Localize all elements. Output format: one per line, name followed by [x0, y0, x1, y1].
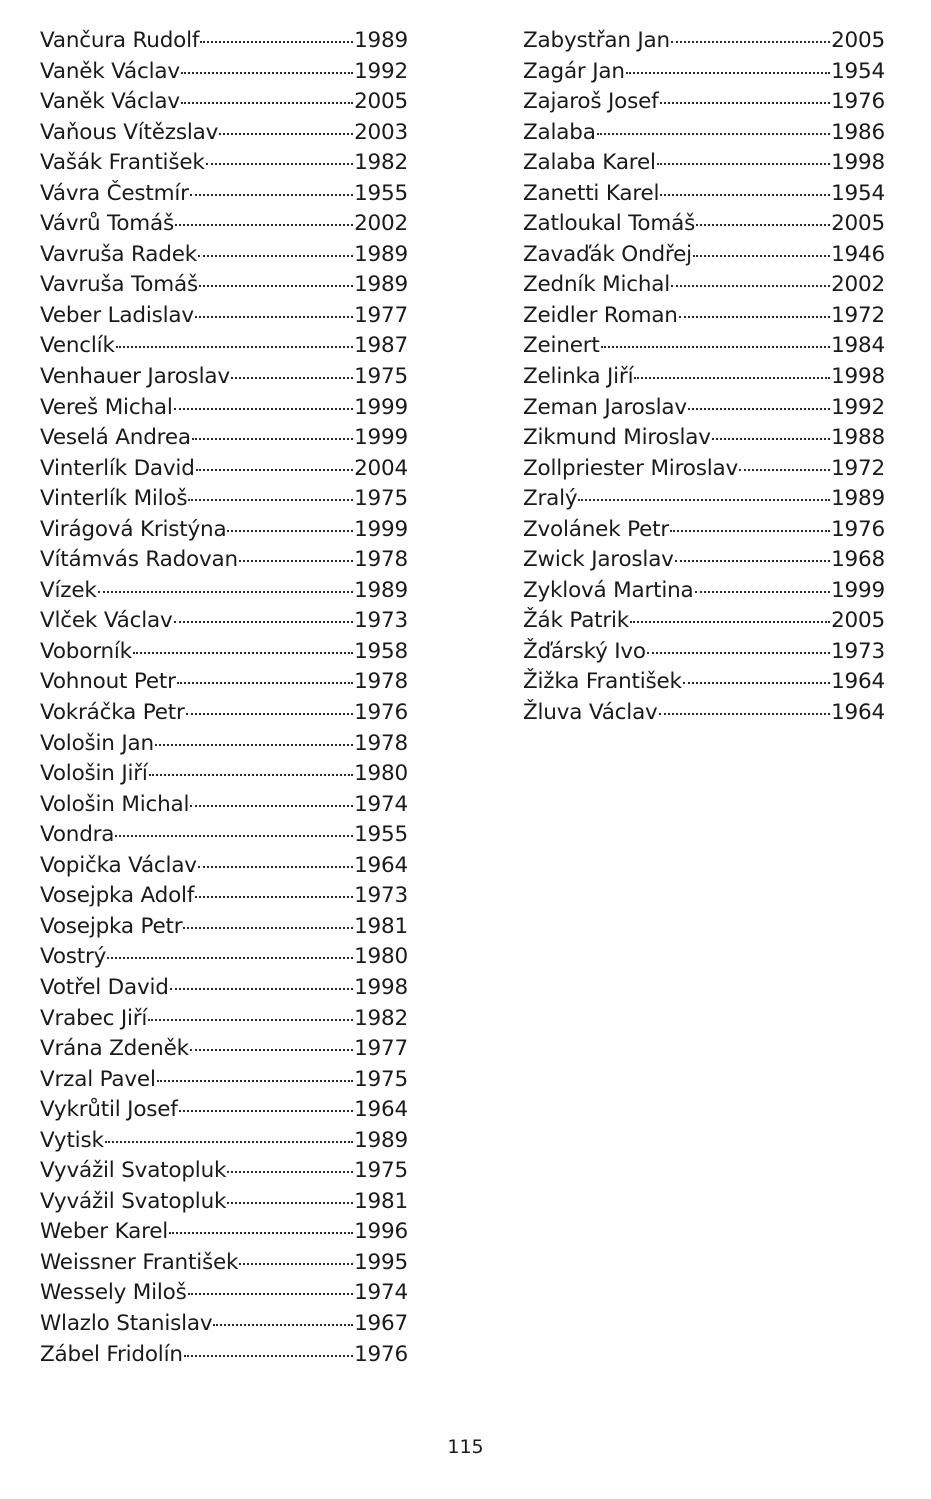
index-entry	[40, 240, 408, 271]
index-entry	[40, 423, 408, 454]
index-entry	[523, 209, 885, 240]
entry-name: Vrána Zdeněk	[40, 1036, 189, 1062]
entry-year: 1981	[354, 1188, 408, 1214]
dot-leader	[227, 530, 353, 532]
entry-name: Vaněk Václav	[40, 89, 180, 115]
index-entry	[40, 1065, 408, 1096]
dot-leader	[688, 408, 830, 410]
index-entry	[40, 1309, 408, 1340]
index-entry	[40, 729, 408, 760]
index-entry	[523, 362, 885, 393]
index-entry	[523, 57, 885, 88]
dot-leader	[647, 652, 830, 654]
dot-leader	[105, 1141, 353, 1143]
entry-year: 1984	[831, 333, 885, 359]
dot-leader	[670, 530, 830, 532]
entry-name: Vrabec Jiří	[40, 1005, 148, 1031]
dot-leader	[679, 316, 830, 318]
entry-name: Zalaba	[523, 119, 596, 145]
entry-name: Vološin Jan	[40, 730, 154, 756]
dot-leader	[630, 621, 830, 623]
entry-year: 1973	[354, 883, 408, 909]
entry-year: 1999	[354, 516, 408, 542]
entry-year: 1946	[831, 241, 885, 267]
entry-year: 1964	[831, 669, 885, 695]
dot-leader	[231, 377, 353, 379]
entry-year: 1976	[831, 516, 885, 542]
dot-leader	[198, 255, 353, 257]
dot-leader	[195, 896, 353, 898]
index-entry	[40, 1095, 408, 1126]
index-entry	[523, 637, 885, 668]
dot-leader	[239, 560, 353, 562]
entry-year: 1964	[354, 1097, 408, 1123]
entry-name: Zvolánek Petr	[523, 516, 669, 542]
entry-name: Zeinert	[523, 333, 600, 359]
index-entry	[40, 1004, 408, 1035]
entry-year: 1981	[354, 913, 408, 939]
entry-name: Zabystřan Jan	[523, 28, 670, 53]
dot-leader	[107, 957, 353, 959]
entry-year: 1973	[354, 608, 408, 634]
entry-year: 1972	[831, 455, 885, 481]
dot-leader	[174, 408, 353, 410]
entry-year: 1982	[354, 1005, 408, 1031]
entry-name: Vosejpka Petr	[40, 913, 183, 939]
dot-leader	[198, 866, 353, 868]
entry-name: Vaňous Vítězslav	[40, 119, 219, 145]
entry-year: 1954	[831, 58, 885, 84]
index-entry	[40, 1278, 408, 1309]
entry-year: 1977	[354, 1036, 408, 1062]
entry-name: Zeidler Roman	[523, 302, 678, 328]
index-entry	[523, 698, 885, 729]
entry-name: Wlazlo Stanislav	[40, 1310, 213, 1336]
entry-name: Votřel David	[40, 974, 169, 1000]
dot-leader	[739, 469, 830, 471]
dot-leader	[188, 499, 353, 501]
index-entry	[523, 423, 885, 454]
entry-name: Zollpriester Miroslav	[523, 455, 738, 481]
index-entry	[40, 973, 408, 1004]
dot-leader	[199, 285, 353, 287]
index-entry	[40, 698, 408, 729]
dot-leader	[200, 41, 353, 43]
entry-year: 1978	[354, 547, 408, 573]
entry-name: Veselá Andrea	[40, 425, 191, 451]
entry-name: Zavaďák Ondřej	[523, 241, 692, 267]
entry-name: Vološin Jiří	[40, 761, 148, 787]
entry-year: 1999	[831, 577, 885, 603]
dot-leader	[219, 133, 353, 135]
dot-leader	[115, 835, 353, 837]
entry-name: Zábel Fridolín	[40, 1341, 183, 1367]
entry-year: 1989	[354, 241, 408, 267]
entry-name: Vohnout Petr	[40, 669, 176, 695]
dot-leader	[179, 1110, 353, 1112]
page-number: 115	[447, 1436, 484, 1458]
entry-name: Vereš Michal	[40, 394, 173, 420]
entry-year: 1992	[354, 58, 408, 84]
entry-year: 1955	[354, 180, 408, 206]
index-entry	[40, 881, 408, 912]
entry-year: 1998	[831, 364, 885, 390]
entry-name: Vostrý	[40, 944, 107, 970]
dot-leader	[116, 346, 353, 348]
entry-name: Vyvážil Svatopluk	[40, 1188, 227, 1214]
dot-leader	[190, 805, 353, 807]
dot-leader	[133, 652, 353, 654]
entry-year: 1974	[354, 791, 408, 817]
index-entry	[523, 331, 885, 362]
entry-year: 1968	[831, 547, 885, 573]
entry-year: 1999	[354, 425, 408, 451]
entry-year: 1974	[354, 1280, 408, 1306]
index-entry	[523, 515, 885, 546]
index-entry	[523, 667, 885, 698]
dot-leader	[181, 72, 353, 74]
index-entry	[523, 606, 885, 637]
index-entry	[40, 912, 408, 943]
index-entry	[40, 515, 408, 546]
dot-leader	[155, 744, 353, 746]
dot-leader	[657, 163, 830, 165]
entry-year: 1989	[354, 577, 408, 603]
entry-year: 1975	[354, 1066, 408, 1092]
index-entry	[40, 1034, 408, 1065]
index-entry	[40, 148, 408, 179]
left-column	[40, 26, 408, 1370]
index-entry	[523, 454, 885, 485]
index-entry	[40, 393, 408, 424]
entry-year: 1977	[354, 302, 408, 328]
entry-year: 1955	[354, 822, 408, 848]
dot-leader	[196, 469, 353, 471]
dot-leader	[183, 927, 353, 929]
index-entry	[40, 1248, 408, 1279]
dot-leader	[192, 438, 353, 440]
index-entry	[40, 545, 408, 576]
entry-name: Zanetti Karel	[523, 180, 660, 206]
dot-leader	[149, 774, 353, 776]
entry-name: Vavruša Tomáš	[40, 272, 198, 298]
entry-name: Zeman Jaroslav	[523, 394, 687, 420]
index-entry	[40, 179, 408, 210]
entry-name: Vyvážil Svatopluk	[40, 1158, 227, 1184]
entry-year: 2005	[354, 89, 408, 115]
entry-year: 2003	[354, 119, 408, 145]
dot-leader	[626, 72, 830, 74]
dot-leader	[671, 285, 830, 287]
index-entry	[40, 942, 408, 973]
index-entry	[40, 1187, 408, 1218]
index-entry	[40, 270, 408, 301]
index-entry	[523, 545, 885, 576]
index-entry	[40, 209, 408, 240]
entry-name: Zatloukal Tomáš	[523, 211, 696, 237]
dot-leader	[170, 988, 353, 990]
dot-leader	[578, 499, 830, 501]
entry-year: 1958	[354, 638, 408, 664]
dot-leader	[184, 1355, 353, 1357]
entry-name: Vízek	[40, 577, 97, 603]
dot-leader	[190, 194, 353, 196]
entry-name: Zelinka Jiří	[523, 364, 634, 390]
entry-name: Žižka František	[523, 669, 682, 695]
dot-leader	[601, 346, 830, 348]
index-entry	[40, 790, 408, 821]
entry-year: 1980	[354, 761, 408, 787]
entry-year: 1989	[354, 1127, 408, 1153]
entry-year: 2002	[354, 211, 408, 237]
entry-name: Vrzal Pavel	[40, 1066, 156, 1092]
entry-year: 1986	[831, 119, 885, 145]
dot-leader	[177, 682, 353, 684]
entry-year: 2005	[831, 608, 885, 634]
entry-name: Vavruša Radek	[40, 241, 197, 267]
entry-name: Vokráčka Petr	[40, 700, 185, 726]
entry-name: Žák Patrik	[523, 608, 630, 634]
entry-year: 1989	[831, 486, 885, 512]
dot-leader	[239, 1263, 353, 1265]
entry-year: 1976	[354, 1341, 408, 1367]
index-entry	[523, 270, 885, 301]
entry-year: 1998	[354, 974, 408, 1000]
dot-leader	[181, 102, 353, 104]
entry-name: Zyklová Martina	[523, 577, 694, 603]
entry-name: Vančura Rudolf	[40, 28, 200, 53]
dot-leader	[169, 1232, 353, 1234]
dot-leader	[696, 224, 830, 226]
index-entry	[40, 637, 408, 668]
dot-leader	[148, 1019, 353, 1021]
dot-leader	[206, 163, 353, 165]
entry-year: 1954	[831, 180, 885, 206]
dot-leader	[597, 133, 830, 135]
entry-year: 1964	[831, 700, 885, 726]
entry-name: Veber Ladislav	[40, 302, 194, 328]
entry-name: Venclík	[40, 333, 115, 359]
entry-name: Voborník	[40, 638, 132, 664]
dot-leader	[174, 621, 354, 623]
entry-year: 2005	[831, 28, 885, 53]
index-entry	[40, 331, 408, 362]
index-entry	[523, 576, 885, 607]
entry-name: Vosejpka Adolf	[40, 883, 195, 909]
entry-year: 1978	[354, 669, 408, 695]
index-entry	[40, 57, 408, 88]
entry-year: 2004	[354, 455, 408, 481]
dot-leader	[186, 713, 353, 715]
entry-year: 1989	[354, 272, 408, 298]
dot-leader	[659, 713, 831, 715]
entry-name: Weber Karel	[40, 1219, 169, 1245]
index-entry	[40, 26, 408, 57]
index-entry	[523, 87, 885, 118]
dot-leader	[712, 438, 830, 440]
index-entry	[40, 606, 408, 637]
entry-name: Vološin Michal	[40, 791, 190, 817]
entry-name: Zalaba Karel	[523, 150, 656, 176]
entry-name: Vondra	[40, 822, 115, 848]
dot-leader	[660, 102, 831, 104]
entry-year: 1976	[354, 700, 408, 726]
dot-leader	[98, 591, 353, 593]
entry-year: 1975	[354, 486, 408, 512]
entry-year: 1989	[354, 28, 408, 53]
dot-leader	[175, 224, 353, 226]
entry-name: Vávra Čestmír	[40, 180, 189, 206]
entry-name: Vinterlík David	[40, 455, 195, 481]
index-entry	[40, 484, 408, 515]
right-column	[523, 26, 885, 729]
entry-name: Vytisk	[40, 1127, 104, 1153]
entry-name: Venhauer Jaroslav	[40, 364, 230, 390]
entry-name: Wessely Miloš	[40, 1280, 187, 1306]
entry-name: Vítámvás Radovan	[40, 547, 238, 573]
entry-name: Žluva Václav	[523, 700, 658, 726]
entry-year: 1998	[831, 150, 885, 176]
entry-name: Žďárský Ivo	[523, 638, 646, 664]
dot-leader	[683, 682, 830, 684]
dot-leader	[675, 560, 830, 562]
entry-year: 1978	[354, 730, 408, 756]
index-entry	[523, 240, 885, 271]
entry-year: 1996	[354, 1219, 408, 1245]
index-entry	[40, 851, 408, 882]
entry-year: 2002	[831, 272, 885, 298]
dot-leader	[188, 1293, 353, 1295]
index-entry	[40, 87, 408, 118]
entry-name: Zwick Jaroslav	[523, 547, 674, 573]
dot-leader	[671, 41, 830, 43]
dot-leader	[195, 316, 353, 318]
dot-leader	[157, 1080, 353, 1082]
entry-year: 1973	[831, 638, 885, 664]
index-entry	[523, 148, 885, 179]
index-entry	[40, 1340, 408, 1371]
dot-leader	[190, 1049, 353, 1051]
index-entry	[40, 362, 408, 393]
entry-name: Vlček Václav	[40, 608, 173, 634]
entry-year: 1975	[354, 364, 408, 390]
entry-name: Virágová Kristýna	[40, 516, 227, 542]
dot-leader	[213, 1324, 353, 1326]
index-entry	[40, 454, 408, 485]
entry-year: 1967	[354, 1310, 408, 1336]
entry-year: 1980	[354, 944, 408, 970]
index-entry	[523, 484, 885, 515]
dot-leader	[660, 194, 830, 196]
index-entry	[40, 301, 408, 332]
entry-name: Vašák František	[40, 150, 205, 176]
entry-year: 1988	[831, 425, 885, 451]
entry-name: Vykrůtil Josef	[40, 1097, 178, 1123]
entry-year: 1982	[354, 150, 408, 176]
entry-year: 1964	[354, 852, 408, 878]
index-entry	[40, 1217, 408, 1248]
entry-year: 2005	[831, 211, 885, 237]
entry-name: Zajaroš Josef	[523, 89, 659, 115]
entry-name: Zralý	[523, 486, 578, 512]
entry-year: 1995	[354, 1249, 408, 1275]
entry-name: Vávrů Tomáš	[40, 211, 174, 237]
entry-year: 1972	[831, 302, 885, 328]
entry-year: 1976	[831, 89, 885, 115]
dot-leader	[227, 1202, 353, 1204]
entry-name: Vopička Václav	[40, 852, 197, 878]
dot-leader	[695, 591, 831, 593]
index-entry	[40, 118, 408, 149]
index-entry	[523, 301, 885, 332]
entry-name: Weissner František	[40, 1249, 239, 1275]
entry-year: 1992	[831, 394, 885, 420]
index-entry	[523, 26, 885, 57]
entry-name: Vinterlík Miloš	[40, 486, 188, 512]
index-entry	[523, 179, 885, 210]
index-entry	[523, 393, 885, 424]
index-entry	[40, 759, 408, 790]
dot-leader	[634, 377, 830, 379]
index-entry	[40, 820, 408, 851]
index-entry	[40, 1156, 408, 1187]
entry-name: Vaněk Václav	[40, 58, 180, 84]
entry-year: 1975	[354, 1158, 408, 1184]
index-entry	[40, 1126, 408, 1157]
index-entry	[40, 667, 408, 698]
entry-name: Zagár Jan	[523, 58, 625, 84]
dot-leader	[227, 1171, 353, 1173]
entry-name: Zikmund Miroslav	[523, 425, 711, 451]
index-entry	[40, 576, 408, 607]
dot-leader	[693, 255, 830, 257]
entry-year: 1987	[354, 333, 408, 359]
entry-name: Zedník Michal	[523, 272, 671, 298]
entry-year: 1999	[354, 394, 408, 420]
index-entry	[523, 118, 885, 149]
